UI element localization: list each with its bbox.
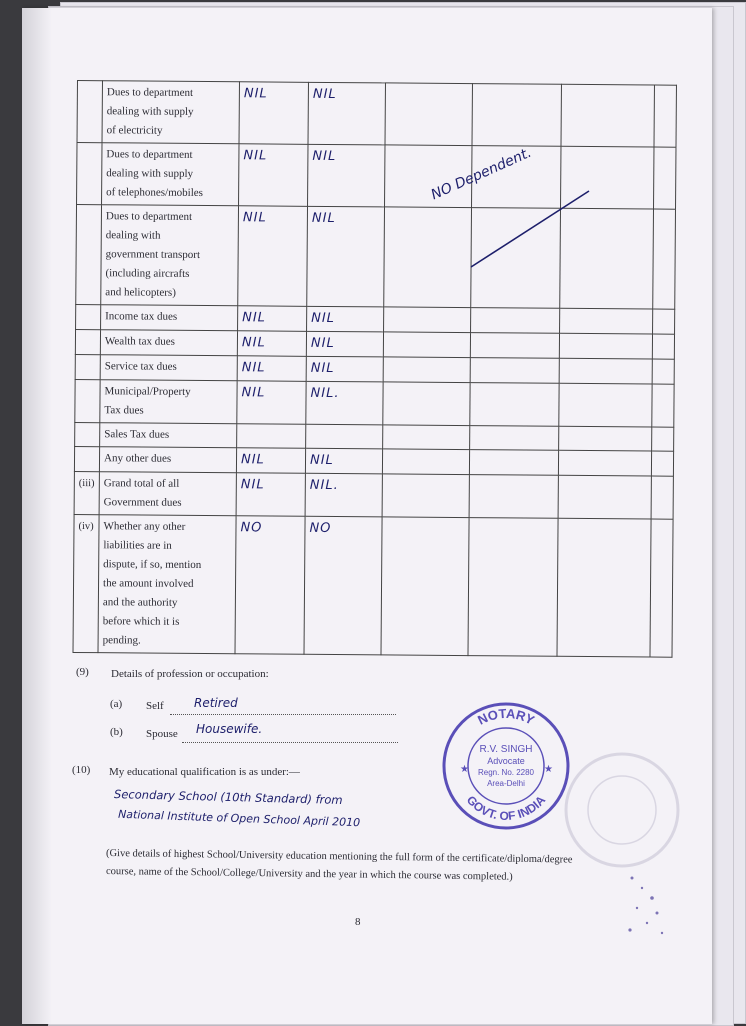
handwritten-value: NIL [310,360,335,377]
value-cell [470,358,559,384]
value-cell [305,473,382,517]
value-cell [654,85,676,147]
row-description [101,205,239,306]
row-number: (iii) [74,471,99,514]
row-number [75,422,100,446]
row-number [77,143,102,205]
svg-text:Advocate: Advocate [487,756,525,766]
value-cell [236,473,305,517]
value-cell [470,333,559,359]
description-line: Dues to department [106,148,193,161]
value-cell [308,144,385,207]
description-line: dealing with supply [106,105,194,118]
svg-text:GOVT. OF INDIA: GOVT. OF INDIA [463,792,549,824]
section-10-number: (10) [72,764,91,776]
row-description [99,447,236,473]
description-line: Grand total of all [103,477,180,490]
description-line: before which it is [102,615,180,628]
value-cell [559,358,652,384]
value-cell [469,450,558,476]
value-cell [653,209,676,309]
row-description [100,330,237,356]
value-cell [383,332,470,358]
value-cell [238,206,308,307]
value-cell [653,309,675,334]
value-cell [652,334,674,359]
value-cell [306,331,383,357]
row-number [75,379,100,422]
value-cell [237,381,306,425]
value-cell [238,306,307,332]
description-line: of electricity [106,124,163,137]
description-line: Whether any other [103,520,186,533]
row-description [99,472,236,516]
svg-text:R.V. SINGH: R.V. SINGH [479,744,533,755]
value-cell [558,475,651,519]
section-9-number: (9) [76,666,89,678]
value-cell [652,427,674,451]
value-cell [559,383,652,427]
handwritten-value: NIL [312,148,337,165]
value-cell [470,383,559,427]
value-cell [650,519,673,657]
value-cell [384,207,472,308]
value-cell [239,144,308,207]
section-10-heading: My educational qualification is as under:— [109,766,300,778]
table-row [77,81,676,148]
table-row [75,379,674,427]
education-instructions-2: course, name of the School/College/University and the year in which the course was completed.) [105,866,513,883]
row-number: (iv) [73,514,99,652]
spouse-value: Housewife. [196,722,263,736]
value-cell [472,84,561,147]
spouse-label: (b) [110,726,123,738]
value-cell [306,424,383,449]
svg-text:Area-Delhi: Area-Delhi [487,779,525,788]
description-line: dispute, if so, mention [103,558,202,571]
value-cell [237,424,306,449]
faded-stamp [562,750,682,870]
row-number [75,354,100,379]
handwritten-value: NIL. [309,477,339,494]
handwritten-value: NIL [241,360,266,376]
value-cell [306,356,383,382]
handwritten-value: NIL. [310,385,340,402]
handwritten-value: NO [240,520,263,536]
row-number [75,329,100,354]
description-line: pending. [102,634,141,647]
handwritten-value: NIL [243,148,268,164]
value-cell [652,384,674,427]
description-line: Income tax dues [105,310,178,323]
value-cell [557,518,651,657]
value-cell [306,381,383,425]
value-cell [305,448,382,474]
notary-stamp [440,700,572,832]
handwritten-value: NIL [240,477,265,493]
description-line: Service tax dues [104,360,177,373]
value-cell [307,306,384,332]
value-cell [237,331,306,357]
value-cell [239,82,308,145]
description-line: and helicopters) [105,286,176,299]
value-cell [308,82,385,145]
row-number [76,205,102,305]
value-cell [652,359,674,384]
value-cell [304,516,382,655]
row-description [100,423,237,448]
value-cell [558,450,651,476]
svg-text:★: ★ [544,764,553,775]
education-line-2: National Institute of Open School April 2010 [117,807,361,830]
value-cell [382,449,469,475]
row-description [102,143,239,206]
value-cell [235,516,305,655]
spouse-text: Spouse [146,728,178,740]
value-cell [651,476,673,519]
description-line: Dues to department [105,210,193,223]
description-line: Wealth tax dues [104,335,175,348]
handwritten-value: NIL [311,310,336,327]
handwritten-value: NO [309,520,332,537]
value-cell [560,308,653,334]
page-number: 8 [355,916,361,928]
row-description [100,380,237,424]
description-line: liabilities are in [103,539,172,552]
value-cell [382,474,469,518]
value-cell [383,357,470,383]
row-description [101,305,238,331]
handwritten-value: NIL [242,310,267,326]
handwritten-value: NIL [241,335,266,351]
svg-text:Regn. No. 2280: Regn. No. 2280 [477,768,535,777]
description-line: and the authority [102,596,178,609]
self-label: (a) [110,698,123,710]
value-cell [383,425,470,450]
value-cell [471,308,560,334]
no-dependent-note: NO Dependent. [428,144,534,204]
handwritten-value: NIL [309,452,334,469]
value-cell [559,333,652,359]
description-line: Municipal/Property [104,385,191,398]
ink-dots [602,858,682,948]
dues-table [72,80,676,658]
description-line: dealing with supply [106,167,194,180]
table-row [74,471,673,519]
description-line: Dues to department [106,86,194,99]
description-line: (including aircrafts [105,267,190,280]
section-9-heading: Details of profession or occupation: [111,668,269,680]
handwritten-value: NIL [242,210,267,226]
description-line: Government dues [103,496,182,509]
handwritten-value: NIL [241,385,266,401]
handwritten-value: NIL [312,86,337,103]
handwritten-value: NIL [311,210,336,227]
self-text: Self [146,700,164,712]
svg-text:NOTARY: NOTARY [475,705,537,728]
description-line: dealing with [105,229,161,242]
handwritten-value: NIL [243,86,268,102]
handwritten-value: NIL [310,335,335,352]
description-line: government transport [105,248,201,261]
value-cell [385,83,472,146]
description-line: the amount involved [103,577,194,590]
value-cell [383,382,470,426]
table-row [73,514,673,657]
value-cell [381,517,469,656]
row-number [74,446,99,471]
svg-text:★: ★ [460,764,469,775]
value-cell [307,206,385,307]
education-line-1: Secondary School (10th Standard) from [113,787,343,807]
value-cell [469,475,558,519]
row-description [98,515,236,654]
self-value: Retired [194,696,238,710]
description-line: Any other dues [103,452,172,465]
row-number [77,81,102,143]
value-cell [561,84,654,147]
value-cell [237,356,306,382]
value-cell [651,451,673,476]
row-number [76,304,101,329]
description-line: Tax dues [104,404,144,417]
document-page [22,8,712,1024]
description-line: of telephones/mobiles [106,186,204,199]
value-cell [559,426,652,451]
value-cell [654,147,676,209]
education-instructions-1: (Give details of highest School/University education mentioning the full form of the certificate/diploma/degree [105,848,573,866]
value-cell [468,518,558,657]
handwritten-value: NIL [240,452,265,468]
description-line: Sales Tax dues [104,428,170,441]
value-cell [384,307,471,333]
no-dependent-underline [467,183,597,273]
page-shadow [22,8,52,1024]
value-cell [470,426,559,451]
row-description [100,355,237,381]
value-cell [236,448,305,474]
row-description [102,81,239,144]
